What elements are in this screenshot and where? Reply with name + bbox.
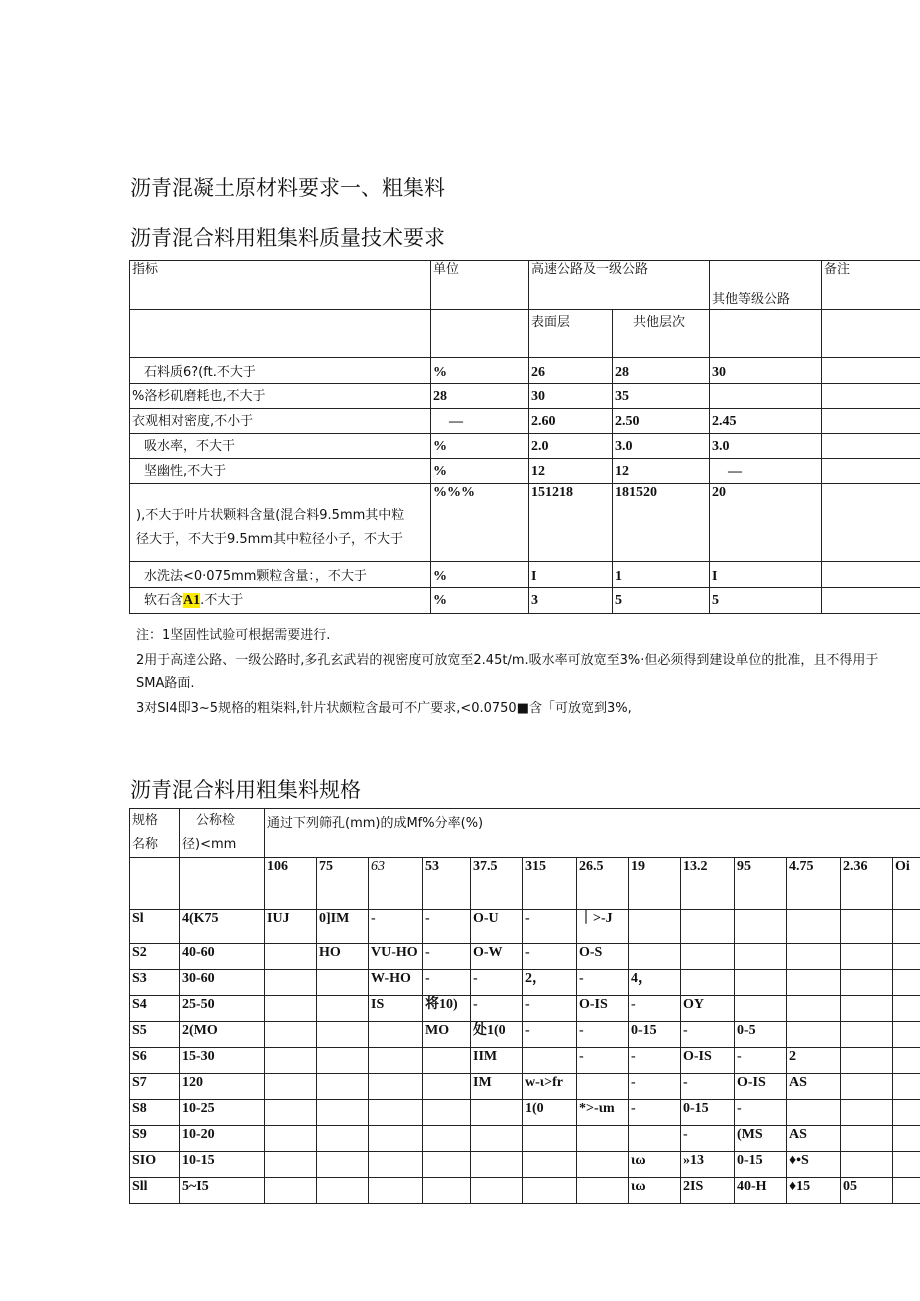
passing-value: -	[629, 1100, 681, 1126]
header-other-layer: 共他层次	[613, 310, 710, 358]
row-name-suffix: .不大于	[200, 593, 244, 608]
header-unit: 单位	[431, 261, 529, 310]
passing-value	[317, 1048, 369, 1074]
empty-cell	[710, 310, 822, 358]
passing-value	[317, 1178, 369, 1204]
row-value-other-layer: 3.0	[613, 434, 710, 459]
passing-value: ιω	[629, 1178, 681, 1204]
passing-value: ♦15	[787, 1178, 841, 1204]
table-row	[130, 1022, 920, 1048]
passing-value: 1(0	[523, 1100, 577, 1126]
passing-value	[369, 1022, 423, 1048]
spec-name: Sll	[130, 1178, 180, 1204]
row-value-surface: 151218	[529, 484, 613, 562]
table-row	[130, 1152, 920, 1178]
table-row	[130, 910, 920, 944]
passing-value: -	[577, 970, 629, 996]
passing-value	[523, 1152, 577, 1178]
passing-value	[265, 1022, 317, 1048]
sieve-size-header: 106	[265, 858, 317, 910]
header-spec-label: 规格	[132, 813, 159, 828]
spec-name: Sl	[130, 910, 180, 944]
row-remark	[822, 459, 920, 484]
passing-value: -	[523, 910, 577, 944]
table-row	[130, 1178, 920, 1204]
row-remark	[822, 588, 920, 614]
header-indicator: 指标	[130, 261, 431, 310]
row-value-other-grade	[710, 384, 822, 409]
passing-value: AS	[787, 1126, 841, 1152]
empty-cell	[180, 858, 265, 910]
passing-value: -	[735, 1100, 787, 1126]
table1-title: 沥青混合料用粗集料质量技术要求	[130, 226, 445, 250]
row-name: 吸水率，不大干	[130, 434, 431, 459]
passing-value	[787, 1100, 841, 1126]
passing-value	[423, 1100, 471, 1126]
passing-value: 处1(0	[471, 1022, 523, 1048]
passing-value	[265, 1126, 317, 1152]
passing-value	[265, 970, 317, 996]
passing-value: OY	[681, 996, 735, 1022]
passing-value	[369, 1074, 423, 1100]
passing-value	[317, 1100, 369, 1126]
passing-value	[577, 1152, 629, 1178]
note-line: 3对SI4即3~5规格的粗柒料,针片状颇粒含最可不广要求,<0.0750■含「可放宽到3%,	[136, 701, 632, 716]
passing-value: VU-HO	[369, 944, 423, 970]
passing-value: MO	[423, 1022, 471, 1048]
row-name	[130, 588, 431, 614]
passing-value	[841, 996, 893, 1022]
nominal-size: 2(MO	[180, 1022, 265, 1048]
passing-value	[787, 944, 841, 970]
passing-value: O-U	[471, 910, 523, 944]
passing-value	[629, 944, 681, 970]
empty-cell	[431, 310, 529, 358]
passing-value	[369, 1100, 423, 1126]
row-name: %洛杉矶磨耗也,不大于	[130, 384, 431, 409]
header-spec	[130, 809, 180, 858]
row-value-other-layer: 1	[613, 562, 710, 588]
passing-value	[577, 1074, 629, 1100]
header-other-grade-label: 其他等级公路	[712, 292, 791, 307]
passing-value: -	[681, 1074, 735, 1100]
passing-value	[423, 1074, 471, 1100]
passing-value	[893, 910, 920, 944]
passing-value: -	[423, 944, 471, 970]
header-highway: 高速公路及一级公路	[529, 261, 710, 310]
passing-value	[369, 1126, 423, 1152]
passing-value	[471, 1152, 523, 1178]
header-passing: 通过下列筛孔(mm)的成Mf%分率(%)	[265, 809, 920, 858]
passing-value: -	[471, 996, 523, 1022]
coarse-aggregate-quality-table	[129, 260, 920, 614]
passing-value	[577, 1126, 629, 1152]
row-name: 坚幽性,不大于	[130, 459, 431, 484]
row-value-other-grade: 5	[710, 588, 822, 614]
nominal-size: 10-25	[180, 1100, 265, 1126]
passing-value: »13	[681, 1152, 735, 1178]
coarse-aggregate-spec-table	[129, 808, 920, 1204]
passing-value: -	[523, 944, 577, 970]
row-remark	[822, 358, 920, 384]
passing-value	[841, 1074, 893, 1100]
passing-value	[317, 1126, 369, 1152]
passing-value	[893, 1022, 920, 1048]
passing-value	[841, 1152, 893, 1178]
passing-value	[265, 1074, 317, 1100]
passing-value	[893, 1126, 920, 1152]
row-value-surface: 12	[529, 459, 613, 484]
passing-value	[787, 996, 841, 1022]
sieve-size-header: 37.5	[471, 858, 523, 910]
spec-name: S2	[130, 944, 180, 970]
spec-name: S9	[130, 1126, 180, 1152]
row-unit: %	[431, 434, 529, 459]
note-line: SMA路面.	[136, 676, 195, 691]
row-value-other-layer: 2.50	[613, 409, 710, 434]
table-row	[130, 434, 920, 459]
passing-value: IUJ	[265, 910, 317, 944]
row-value-surface: 3	[529, 588, 613, 614]
passing-value	[629, 910, 681, 944]
row-name-prefix: 软石含	[144, 593, 184, 608]
header-size	[180, 809, 265, 858]
passing-value	[471, 1178, 523, 1204]
passing-value: IM	[471, 1074, 523, 1100]
passing-value	[423, 1152, 471, 1178]
passing-value	[893, 1178, 920, 1204]
passing-value: HO	[317, 944, 369, 970]
header-other-grade	[710, 261, 822, 310]
header-size-line: 径)<mm	[182, 837, 237, 852]
spec-name: S5	[130, 1022, 180, 1048]
passing-value: W-HO	[369, 970, 423, 996]
passing-value: ιω	[629, 1152, 681, 1178]
passing-value: 0]IM	[317, 910, 369, 944]
row-value-surface: 26	[529, 358, 613, 384]
row-name-flakiness	[130, 484, 431, 562]
passing-value: 将10)	[423, 996, 471, 1022]
passing-value: -	[369, 910, 423, 944]
passing-value	[369, 1152, 423, 1178]
spec-name: S7	[130, 1074, 180, 1100]
table-row	[130, 562, 920, 588]
passing-value	[471, 1126, 523, 1152]
row-value-surface: 30	[529, 384, 613, 409]
passing-value	[317, 996, 369, 1022]
passing-value	[841, 1126, 893, 1152]
row-value-other-layer: 28	[613, 358, 710, 384]
passing-value	[317, 1022, 369, 1048]
passing-value: -	[681, 1022, 735, 1048]
header-size-line: 公称检	[196, 813, 236, 828]
spec-name: S6	[130, 1048, 180, 1074]
row-value-other-layer: 35	[613, 384, 710, 409]
passing-value	[893, 970, 920, 996]
table-row	[130, 1074, 920, 1100]
sieve-size-header: 13.2	[681, 858, 735, 910]
passing-value	[893, 1152, 920, 1178]
highlighted-text: A1	[183, 593, 201, 608]
row-name-line: 径大于，不大于9.5mm其中粒径小子，不大于	[136, 532, 404, 547]
passing-value: -	[523, 1022, 577, 1048]
passing-value	[629, 1126, 681, 1152]
row-unit: %%%	[431, 484, 529, 562]
passing-value	[841, 1022, 893, 1048]
passing-value	[735, 910, 787, 944]
passing-value: O-IS	[577, 996, 629, 1022]
passing-value: (MS	[735, 1126, 787, 1152]
passing-value	[681, 910, 735, 944]
passing-value	[265, 1152, 317, 1178]
passing-value	[265, 1178, 317, 1204]
table-row	[130, 384, 920, 409]
passing-value	[265, 1048, 317, 1074]
passing-value: -	[523, 996, 577, 1022]
passing-value: AS	[787, 1074, 841, 1100]
sieve-size-header: 19	[629, 858, 681, 910]
sieve-size-header: 26.5	[577, 858, 629, 910]
passing-value	[523, 1048, 577, 1074]
passing-value	[423, 1126, 471, 1152]
row-value-surface: 2.0	[529, 434, 613, 459]
passing-value	[523, 1178, 577, 1204]
passing-value: 0-15	[735, 1152, 787, 1178]
passing-value	[369, 1178, 423, 1204]
passing-value: -	[423, 970, 471, 996]
header-surface-layer: 表面层	[529, 310, 613, 358]
passing-value: 0-5	[735, 1022, 787, 1048]
nominal-size: 4(K75	[180, 910, 265, 944]
row-remark	[822, 562, 920, 588]
table-row	[130, 996, 920, 1022]
sieve-size-header: 95	[735, 858, 787, 910]
row-unit: %	[431, 459, 529, 484]
passing-value	[841, 944, 893, 970]
sieve-size-header: 2.36	[841, 858, 893, 910]
passing-value	[841, 970, 893, 996]
spec-name: SIO	[130, 1152, 180, 1178]
row-remark	[822, 384, 920, 409]
passing-value: O-W	[471, 944, 523, 970]
row-value-surface: 2.60	[529, 409, 613, 434]
row-value-other-layer: 5	[613, 588, 710, 614]
passing-value	[265, 944, 317, 970]
nominal-size: 10-15	[180, 1152, 265, 1178]
document-title: 沥青混凝土原材料要求一、粗集料	[130, 176, 445, 200]
passing-value: -	[471, 970, 523, 996]
passing-value	[265, 1100, 317, 1126]
row-value-other-grade: 30	[710, 358, 822, 384]
sieve-size-header: 53	[423, 858, 471, 910]
table-row	[130, 358, 920, 384]
passing-value	[893, 944, 920, 970]
passing-value: 4，	[629, 970, 681, 996]
row-value-other-grade: 20	[710, 484, 822, 562]
row-name: 石料质6?(ft.不大于	[130, 358, 431, 384]
passing-value: -	[735, 1048, 787, 1074]
row-remark	[822, 434, 920, 459]
row-remark	[822, 484, 920, 562]
passing-value: -	[629, 1048, 681, 1074]
passing-value	[317, 970, 369, 996]
header-remark: 备注	[822, 261, 920, 310]
table-row	[130, 1048, 920, 1074]
passing-value	[893, 1074, 920, 1100]
row-value-other-grade: 3.0	[710, 434, 822, 459]
nominal-size: 10-20	[180, 1126, 265, 1152]
passing-value	[841, 1048, 893, 1074]
passing-value: 2，	[523, 970, 577, 996]
spec-name: S4	[130, 996, 180, 1022]
note-line: 注：1坚固性试验可根据需要进行.	[136, 628, 331, 643]
row-unit: %	[431, 358, 529, 384]
row-value-other-layer: 12	[613, 459, 710, 484]
row-remark	[822, 409, 920, 434]
nominal-size: 5~I5	[180, 1178, 265, 1204]
passing-value	[893, 1100, 920, 1126]
table-row	[130, 1126, 920, 1152]
passing-value	[317, 1074, 369, 1100]
passing-value	[735, 996, 787, 1022]
passing-value	[841, 1100, 893, 1126]
passing-value: 0-15	[629, 1022, 681, 1048]
passing-value	[735, 944, 787, 970]
sieve-size-header: 4.75	[787, 858, 841, 910]
passing-value: -	[681, 1126, 735, 1152]
nominal-size: 120	[180, 1074, 265, 1100]
nominal-size: 15-30	[180, 1048, 265, 1074]
passing-value: 05	[841, 1178, 893, 1204]
passing-value	[317, 1152, 369, 1178]
passing-value: IS	[369, 996, 423, 1022]
table-row	[130, 588, 920, 614]
sieve-size-header: 75	[317, 858, 369, 910]
passing-value: 40-H	[735, 1178, 787, 1204]
passing-value	[681, 944, 735, 970]
passing-value: 2	[787, 1048, 841, 1074]
passing-value	[787, 1022, 841, 1048]
empty-cell	[130, 310, 431, 358]
row-value-surface: I	[529, 562, 613, 588]
passing-value: ｜>-J	[577, 910, 629, 944]
table2-title: 沥青混合料用粗集料规格	[130, 778, 361, 802]
passing-value	[681, 970, 735, 996]
empty-cell	[130, 858, 180, 910]
table-row	[130, 459, 920, 484]
passing-value	[423, 1048, 471, 1074]
row-value-other-grade: —	[710, 459, 822, 484]
row-unit: %	[431, 562, 529, 588]
passing-value	[369, 1048, 423, 1074]
passing-value: -	[629, 996, 681, 1022]
sieve-size-header: 315	[523, 858, 577, 910]
sieve-size-header: 63	[369, 858, 423, 910]
table-row	[130, 944, 920, 970]
passing-value	[735, 970, 787, 996]
passing-value: -	[423, 910, 471, 944]
header-name-label: 名称	[132, 837, 159, 852]
passing-value	[471, 1100, 523, 1126]
table-row	[130, 970, 920, 996]
passing-value: 2IS	[681, 1178, 735, 1204]
passing-value: IIM	[471, 1048, 523, 1074]
row-value-other-grade: 2.45	[710, 409, 822, 434]
row-unit: 28	[431, 384, 529, 409]
row-name-line: ),不大于叶片状颗料含量(混合料9.5mm其中粒	[136, 508, 405, 523]
table-row	[130, 484, 920, 562]
row-name: 水洗法<0·075mm颗粒含量：，不大于	[130, 562, 431, 588]
passing-value	[841, 910, 893, 944]
passing-value: w-ι>fr	[523, 1074, 577, 1100]
passing-value	[893, 1048, 920, 1074]
sieve-header-row	[130, 858, 920, 910]
nominal-size: 30-60	[180, 970, 265, 996]
passing-value: O-S	[577, 944, 629, 970]
passing-value	[577, 1178, 629, 1204]
passing-value: -	[577, 1048, 629, 1074]
spec-name: S3	[130, 970, 180, 996]
passing-value: O-IS	[681, 1048, 735, 1074]
passing-value	[265, 996, 317, 1022]
passing-value: -	[629, 1074, 681, 1100]
note-line: 2用于高逹公路、一级公路时,多孔玄武岩的视密度可放宽至2.45t∕m.吸水率可放宽至3%·但必须得到建设单位的批准，且不得用于	[136, 653, 879, 668]
passing-value	[523, 1126, 577, 1152]
row-unit: —	[431, 409, 529, 434]
row-name: 衣观相对密度,不小于	[130, 409, 431, 434]
passing-value	[787, 970, 841, 996]
passing-value: 0-15	[681, 1100, 735, 1126]
row-value-other-grade: I	[710, 562, 822, 588]
passing-value: O-IS	[735, 1074, 787, 1100]
passing-value: ♦•S	[787, 1152, 841, 1178]
nominal-size: 40-60	[180, 944, 265, 970]
empty-cell	[822, 310, 920, 358]
row-unit: %	[431, 588, 529, 614]
passing-value: *>-ιm	[577, 1100, 629, 1126]
passing-value	[423, 1178, 471, 1204]
sieve-size-header: Oi	[893, 858, 920, 910]
nominal-size: 25-50	[180, 996, 265, 1022]
table-row	[130, 409, 920, 434]
table-row	[130, 1100, 920, 1126]
passing-value	[787, 910, 841, 944]
passing-value	[893, 996, 920, 1022]
passing-value: -	[577, 1022, 629, 1048]
spec-name: S8	[130, 1100, 180, 1126]
row-value-other-layer: 181520	[613, 484, 710, 562]
